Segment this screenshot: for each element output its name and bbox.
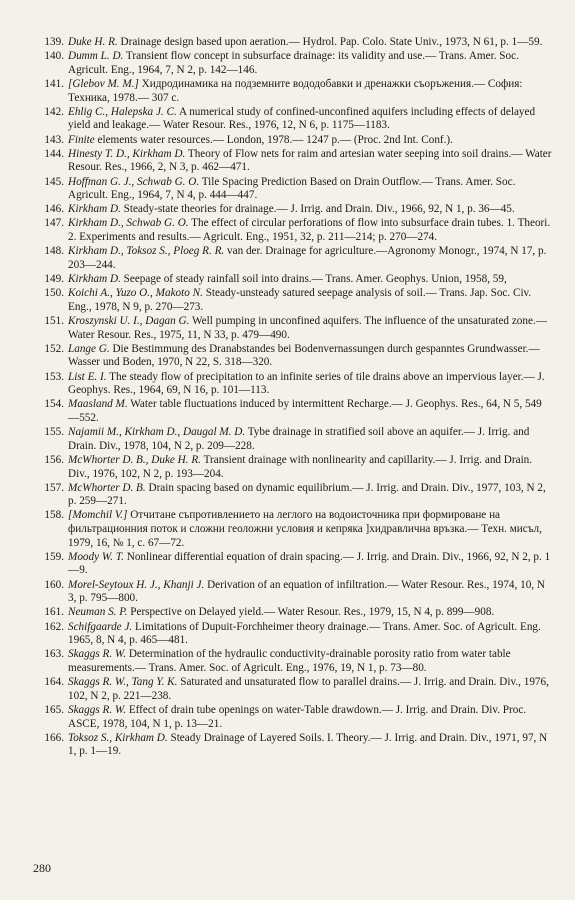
- reference-authors: Najamii M., Kirkham D., Daugal M. D.: [68, 426, 246, 439]
- reference-entry: [34, 509, 552, 550]
- reference-number: 145.: [44, 175, 64, 188]
- reference-entry: [34, 148, 552, 175]
- reference-text: Limitations of Dupuit-Forchheimer theory drainage.— Trans. Amer. Soc. of Agricult. Eng. 1965, 8, N 4, p. 465—481.: [68, 620, 541, 647]
- reference-authors: Ehlig C., Halepska J. C.: [68, 105, 177, 118]
- reference-entry: [34, 398, 552, 425]
- reference-entry: [34, 106, 552, 133]
- reference-entry: [34, 621, 552, 648]
- reference-authors: Hoffman G. J., Schwab G. O.: [68, 175, 200, 188]
- reference-entry: [34, 343, 552, 370]
- reference-number: 149.: [44, 273, 64, 286]
- reference-number: 158.: [44, 509, 64, 522]
- reference-text: Saturated and unsaturated flow to parallel drains.— J. Irrig. and Drain. Div., 1976, 102, N 2, p. 221—238.: [68, 676, 549, 702]
- reference-number: 148.: [44, 245, 64, 258]
- reference-entry: [34, 176, 552, 203]
- reference-text: Drainage design based upon aeration.— Hydrol. Pap. Colo. State Univ., 1973, N 61, p. 1—59.: [117, 36, 543, 48]
- reference-number: 157.: [44, 481, 64, 494]
- reference-number: 153.: [44, 370, 64, 383]
- reference-number: 160.: [44, 578, 64, 591]
- reference-number: 155.: [44, 426, 64, 439]
- reference-text: Well pumping in unconfined aquifers. The influence of the unsaturated zone.— Water Resour. Res., 1975, 11, N 33, p. 479—490.: [68, 315, 547, 341]
- reference-authors: Maasland M.: [68, 398, 128, 411]
- reference-text: Steady-state theories for drainage.— J. Irrig. and Drain. Div., 1966, 92, N 1, p. 36—45.: [120, 203, 515, 216]
- reference-entry: [34, 315, 552, 342]
- reference-text: Transient flow concept in subsurface drainage: its validity and use.— Trans. Amer. Soc. Agricult. Eng., 1964, 7, N 2, p. 142—146.: [68, 50, 519, 76]
- reference-authors: List E. I.: [68, 370, 107, 383]
- reference-number: 144.: [44, 147, 64, 160]
- reference-authors: Kirkham D., Schwab G. O.: [68, 217, 189, 230]
- reference-authors: Kroszynski U. I., Dagan G.: [68, 315, 190, 327]
- reference-text: Transient drainage with nonlinearity and capillarity.— J. Irrig. and Drain. Div., 1976, 102, N 2, p. 193—204.: [68, 453, 533, 480]
- reference-entry: [34, 273, 552, 287]
- reference-authors: Toksoz S., Kirkham D.: [68, 731, 168, 744]
- reference-number: 141.: [44, 77, 64, 90]
- reference-number: 164.: [44, 676, 64, 689]
- reference-text: Tile Spacing Prediction Based on Drain Outflow.— Trans. Amer. Soc. Agricult. Eng., 1964, 7, N 4, p. 444—447.: [68, 175, 516, 202]
- reference-number: 150.: [44, 287, 64, 300]
- reference-number: 156.: [44, 453, 64, 466]
- reference-text: Tybe drainage in stratified soil above an aquifer.— J. Irrig. and Drain. Div., 1978, 104, N 2, p. 209—228.: [68, 426, 530, 452]
- reference-entry: [34, 50, 552, 77]
- reference-number: 152.: [44, 342, 64, 355]
- reference-list: [34, 36, 552, 760]
- reference-entry: [34, 704, 552, 731]
- reference-authors: Moody W. T.: [68, 550, 124, 563]
- reference-authors: Koichi A., Yuzo O., Makoto N.: [68, 287, 203, 300]
- reference-number: 166.: [44, 731, 64, 744]
- reference-text: Хидродинамика на подземните вододобавки и дренажки съоръжения.— София: Техника, 1978.— 307 с.: [68, 77, 523, 104]
- reference-authors: Dumm L. D.: [68, 50, 124, 63]
- reference-text: Water table fluctuations induced by intermittent Recharge.— J. Geophys. Res., 64, N 5, 549—552.: [68, 398, 542, 424]
- reference-authors: Hinesty T. D., Kirkham D.: [68, 147, 186, 160]
- reference-number: 162.: [44, 620, 64, 633]
- reference-text: Seepage of steady rainfall soil into drains.— Trans. Amer. Geophys. Union, 1958, 59,: [120, 273, 507, 286]
- reference-entry: [34, 482, 552, 509]
- reference-authors: [Glebov M. M.]: [68, 77, 139, 90]
- reference-number: 159.: [44, 550, 64, 563]
- reference-entry: [34, 648, 552, 675]
- reference-entry: [34, 732, 552, 759]
- reference-entry: [34, 426, 552, 453]
- reference-text: Determination of the hydraulic conductivity-drainable porosity ratio from water table measurements.— Trans. Amer. Soc. of Agricult. Eng., 1976, 19, N 1, p. 73—80.: [68, 648, 511, 674]
- reference-number: 147.: [44, 217, 64, 230]
- reference-text: Steady Drainage of Layered Soils. I. Theory.— J. Irrig. and Drain. Div., 1971, 97, N 1, p. 1—19.: [68, 731, 548, 758]
- reference-authors: McWhorter D. B.: [68, 481, 146, 494]
- reference-number: 151.: [44, 315, 64, 327]
- reference-number: 139.: [44, 36, 64, 48]
- reference-text: Nonlinear differential equation of drain spacing.— J. Irrig. and Drain. Div., 1966, 92, N 2, p. 1—9.: [68, 550, 551, 577]
- reference-entry: [34, 36, 552, 50]
- reference-text: Derivation of an equation of infiltration.— Water Resour. Res., 1974, 10, N 3, p. 795—800.: [68, 578, 545, 605]
- reference-authors: Lange G.: [68, 342, 110, 355]
- reference-text: Theory of Flow nets for raim and artesian water seeping into soil drains.— Water Resour. Res., 1966, 2, N 3, p. 462—471.: [68, 147, 552, 174]
- reference-text: The effect of circular perforations of flow into subsurface drain tubes. 1. Theori. 2. Experiments and results.— Agricult. Eng., 1951, 32, p. 211—214; p. 270—274.: [68, 217, 551, 244]
- reference-entry: [34, 203, 552, 217]
- reference-text: Drain spacing based on dynamic equilibrium.— J. Irrig. and Drain. Div., 1977, 103, N 2, p. 259—271.: [68, 481, 546, 508]
- reference-text: Отчитане съпротивлението на леглого на водоисточника при формироване на фильтрационния поток и сложни геоложни условия и кепряка ]хидравлична връзка.— Техн. мисъл, 1979, 16, № 1, с. 67—72.: [68, 509, 542, 549]
- reference-authors: Morel-Seytoux H. J., Khanji J.: [68, 578, 205, 591]
- reference-number: 143.: [44, 133, 64, 146]
- reference-entry: [34, 217, 552, 244]
- reference-entry: [34, 551, 552, 578]
- reference-number: 142.: [44, 105, 64, 118]
- reference-authors: Duke H. R.: [68, 36, 118, 48]
- reference-authors: Skaggs R. W., Tang Y. K.: [68, 676, 178, 689]
- reference-number: 146.: [44, 203, 64, 216]
- reference-entry: [34, 606, 552, 620]
- reference-authors: Schifgaarde J.: [68, 620, 133, 633]
- reference-number: 140.: [44, 50, 64, 63]
- page-number: 280: [33, 861, 51, 875]
- reference-number: 154.: [44, 398, 64, 411]
- reference-authors: Skaggs R. W.: [68, 703, 127, 716]
- reference-number: 163.: [44, 648, 64, 661]
- reference-text: A numerical study of confined-unconfined aquifers including effects of delayed yield and leakage.— Water Resour. Res., 1976, 12, N 6, p. 1175—1183.: [68, 105, 536, 132]
- reference-entry: [34, 78, 552, 105]
- reference-entry: [34, 245, 552, 272]
- reference-entry: [34, 134, 552, 148]
- reference-entry: [34, 579, 552, 606]
- reference-text: van der. Drainage for agriculture.—Agronomy Monogr., 1974, N 17, p. 203—244.: [68, 245, 547, 271]
- reference-authors: Kirkham D., Toksoz S., Ploeg R. R.: [68, 245, 225, 258]
- reference-entry: [34, 676, 552, 703]
- reference-entry: [34, 287, 552, 314]
- reference-number: 165.: [44, 703, 64, 716]
- reference-authors: Kirkham D.: [68, 273, 121, 286]
- reference-text: Effect of drain tube openings on water-Table drawdown.— J. Irrig. and Drain. Div. Proc. ASCE, 1978, 104, N 1, p. 13—21.: [68, 703, 527, 730]
- reference-text: elements water resources.— London, 1978.— 1247 p.— (Proc. 2nd Int. Conf.).: [94, 133, 453, 146]
- reference-authors: McWhorter D. B., Duke H. R.: [68, 453, 201, 466]
- reference-number: 161.: [44, 606, 64, 619]
- reference-entry: [34, 454, 552, 481]
- reference-text: Perspective on Delayed yield.— Water Resour. Res., 1979, 15, N 4, p. 899—908.: [127, 606, 495, 619]
- reference-authors: Skaggs R. W.: [68, 648, 127, 661]
- reference-entry: [34, 371, 552, 398]
- reference-authors: [Momchil V.]: [68, 509, 128, 522]
- reference-text: Die Bestimmung des Dranabstandes bei Bodenvernassungen durch gespanntes Grundwasser.— Wasser und Boden, 1970, N 22, S. 318—320.: [68, 342, 540, 369]
- reference-authors: Neuman S. P.: [68, 606, 128, 619]
- reference-authors: Finite: [68, 133, 95, 146]
- reference-authors: Kirkham D.: [68, 203, 121, 216]
- reference-text: Steady-unsteady satured seepage analysis of soil.— Trans. Jap. Soc. Civ. Eng., 1978, N 9, p. 270—273.: [68, 287, 532, 313]
- reference-text: The steady flow of precipitation to an infinite series of tile drains above an impervious layer.— J. Geophys. Res., 1964, 69, N 16, p. 101—113.: [68, 370, 545, 397]
